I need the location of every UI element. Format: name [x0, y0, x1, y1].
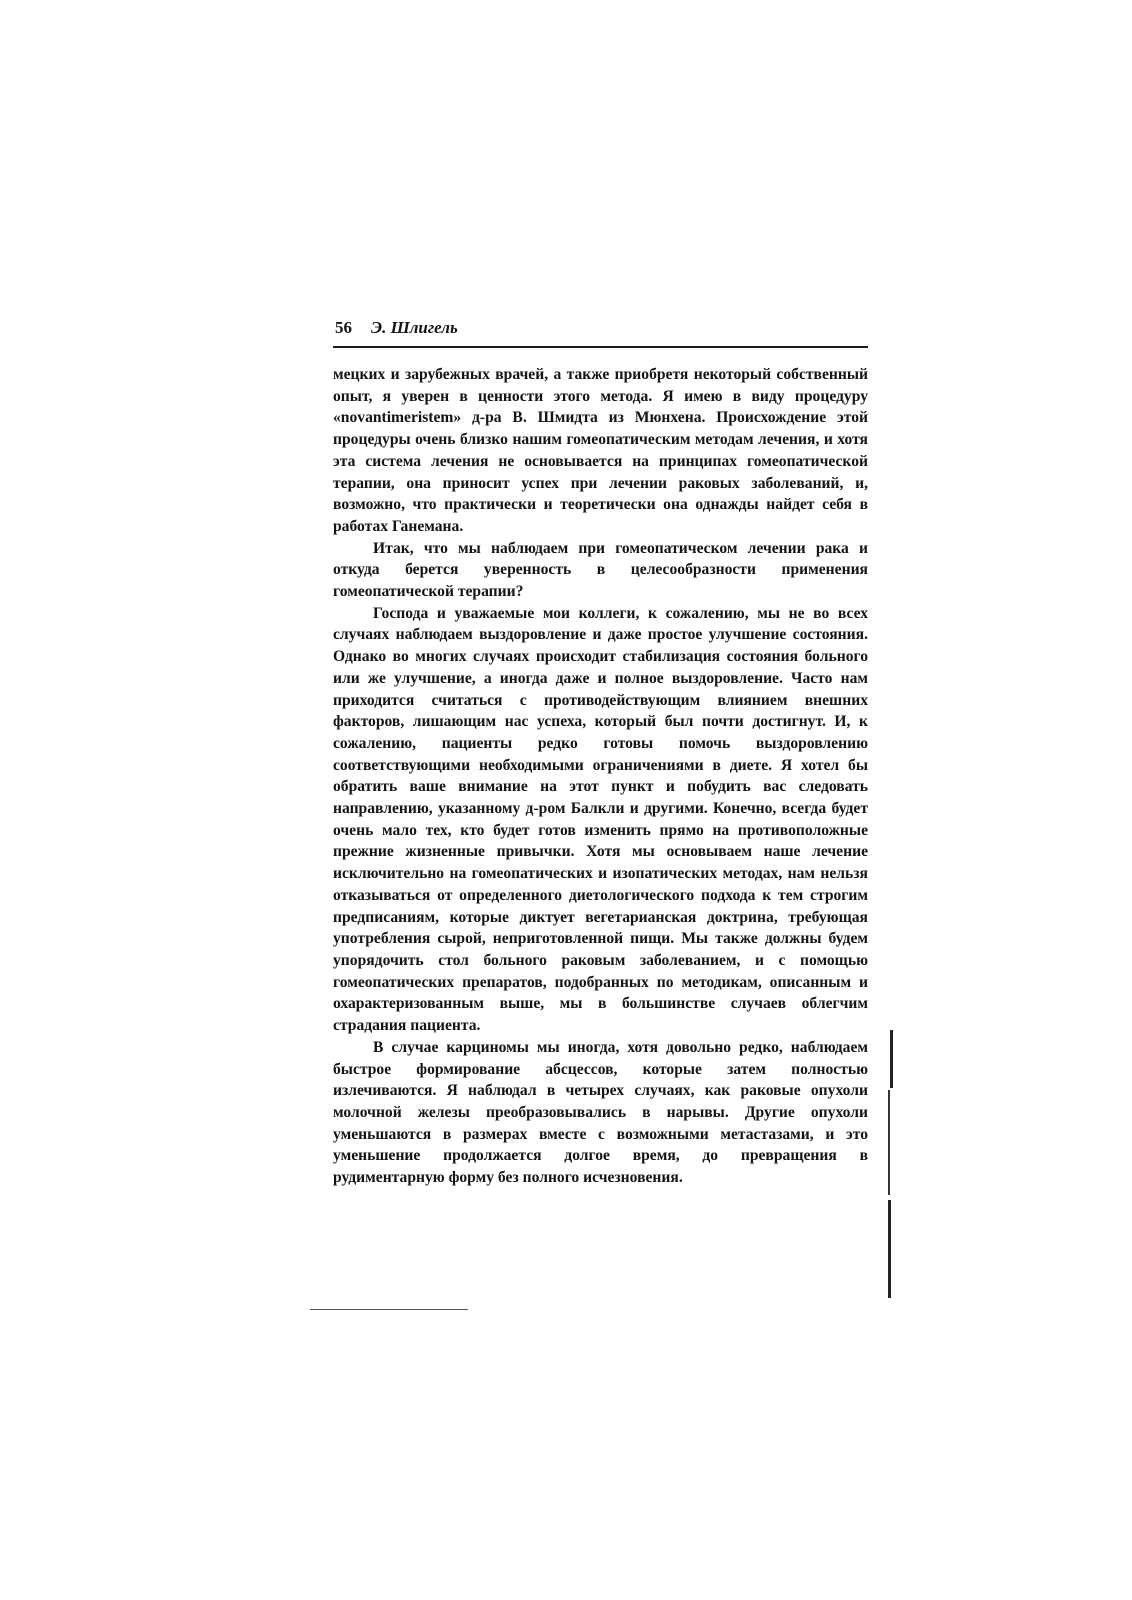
page-number: 56 — [335, 318, 352, 337]
paragraph-3: Господа и уважаемые мои коллеги, к сожалению, мы не во всех случаях наблюдаем выздоровление и даже простое улучшение состояния. Однако во многих случаях происходит стабилизация состояния больного или же улучшение, а иногда даже и полное выздоровление. Часто нам приходится считаться с противодействующим влиянием внешних факторов, лишающим нас успеха, который был почти достигнут. И, к сожалению, пациенты редко готовы помочь выздоровлению соответствующими необходимыми ограничениями в диете. Я хотел бы обратить ваше внимание на этот пункт и побудить вас следовать направлению, указанному д-ром Балкли и другими. Конечно, всегда будет очень мало тех, кто будет готов изменить прямо на противоположные прежние жизненные привычки. Хотя мы основываем наше лечение исключительно на гомеопатических и изопатических методах, нам нельзя отказываться от определенного диетологического подхода к тем строгим предписаниям, которые диктует вегетарианская доктрина, требующая употребления сырой, неприготовленной пищи. Мы также должны будем упорядочить стол больного раковым заболеванием, и с помощью гомеопатических препаратов, подобранных по методикам, описанным и охарактеризованным выше, мы в большинстве случаев облегчим страдания пациента. — [333, 604, 868, 1035]
paragraph-4: В случае карциномы мы иногда, хотя довольно редко, наблюдаем быстрое формирование абсцессов, которые затем полностью излечиваются. Я наблюдал в четырех случаях, как раковые опухоли молочной железы преобразовывались в нарывы. Другие опухоли уменьшаются в размерах вместе с возможными метастазами, и это уменьшение продолжается долгое время, до превращения в рудиментарную форму без полного исчезновения. — [333, 1038, 868, 1187]
paragraph-1: мецких и зарубежных врачей, а также приобретя некоторый собственный опыт, я уверен в ценности этого метода. Я имею в виду процедуру «novantimeristem» д-ра В. Шмидта из Мюнхена. Происхождение этой процедуры очень близко нашим гомеопатическим методам лечения, и хотя эта система лечения не основывается на принципах гомеопатической терапии, она приносит успех при лечении раковых заболеваний, и, возможно, что практически и теоретически она однажды найдет себя в работах Ганемана. — [333, 366, 868, 535]
footnote-separator-line — [310, 1309, 468, 1310]
running-head-author: Э. Шлигель — [371, 318, 458, 337]
scan-margin-mark — [888, 1090, 890, 1195]
scan-margin-mark — [890, 1030, 893, 1088]
body-text — [333, 364, 868, 1189]
paragraph-2: Итак, что мы наблюдаем при гомеопатическом лечении рака и откуда берется уверенность в целесообразности применения гомеопатической терапии? — [333, 539, 868, 601]
scan-margin-mark — [888, 1200, 891, 1298]
page-header — [333, 318, 868, 348]
